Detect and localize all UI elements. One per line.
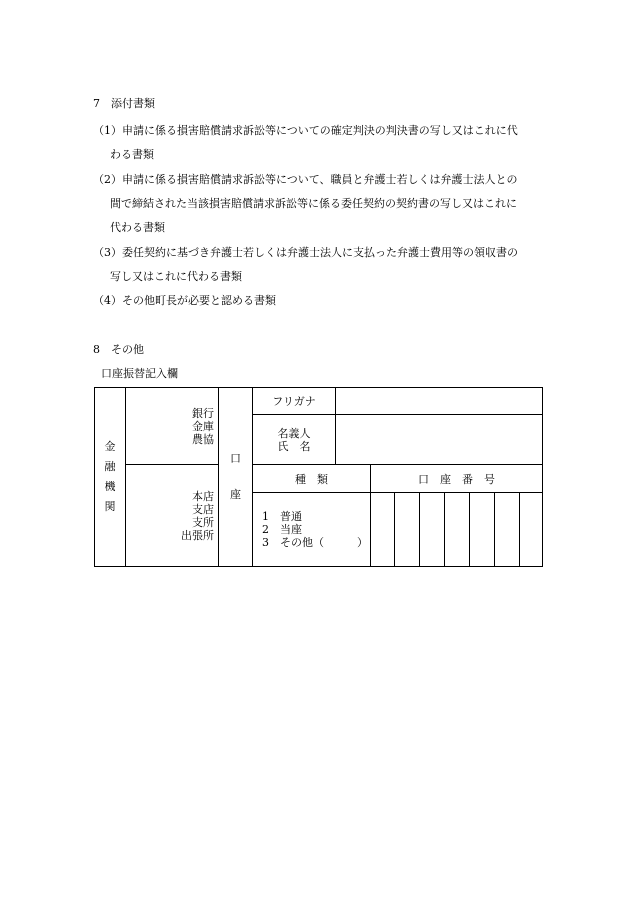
account-kind-other[interactable]: 3 その他（ ） bbox=[262, 536, 368, 549]
account-kind-options[interactable] bbox=[253, 493, 370, 566]
account-kind-header: 種 類 bbox=[295, 472, 328, 486]
account-number-digit[interactable] bbox=[420, 493, 444, 566]
account-kind-current[interactable]: 2 当座 bbox=[262, 523, 302, 536]
account-number-header: 口 座 番 号 bbox=[418, 472, 495, 486]
account-number-digit[interactable] bbox=[371, 493, 394, 566]
branch-type-office: 出張所 bbox=[181, 528, 214, 542]
furigana-label: フリガナ bbox=[272, 395, 316, 408]
attachment-item-1-line-2: わる書類 bbox=[110, 148, 154, 161]
account-transfer-form bbox=[94, 387, 543, 567]
attachment-item-4-line-1: （4）その他町長が必要と認める書類 bbox=[93, 294, 276, 307]
section-8-title: 8 その他 bbox=[93, 343, 144, 356]
section-7-title: 7 添付書類 bbox=[93, 97, 155, 110]
branch-type-head: 本店 bbox=[192, 489, 214, 503]
account-number-digit[interactable] bbox=[520, 493, 542, 566]
attachment-item-1-line-1: （1）申請に係る損害賠償請求訴訟等についての確定判決の判決書の写し又はこれに代 bbox=[93, 124, 518, 137]
account-number-digit[interactable] bbox=[495, 493, 519, 566]
bank-type-shinkin: 金庫 bbox=[192, 419, 214, 433]
account-number-digit[interactable] bbox=[445, 493, 469, 566]
financial-institution-label: 金 融 機 関 bbox=[104, 440, 116, 513]
attachment-item-2-line-3: 代わる書類 bbox=[110, 221, 165, 234]
bank-type-ja: 農協 bbox=[192, 432, 214, 446]
branch-type-branch: 支店 bbox=[192, 502, 214, 516]
bank-type-cell[interactable] bbox=[126, 388, 218, 464]
attachment-item-3-line-2: 写し又はこれに代わる書類 bbox=[110, 270, 242, 283]
account-holder-input[interactable] bbox=[336, 415, 542, 464]
branch-type-cell[interactable] bbox=[126, 465, 218, 566]
account-kind-ordinary[interactable]: 1 普通 bbox=[262, 510, 302, 523]
account-number-digit[interactable] bbox=[470, 493, 494, 566]
bank-type-bank: 銀行 bbox=[192, 406, 214, 420]
account-transfer-title: 口座振替記入欄 bbox=[101, 367, 178, 380]
attachment-item-2-line-2: 間で締結された当該損害賠償請求訴訟等に係る委任契約の契約書の写し又はこれに bbox=[110, 197, 517, 210]
attachment-item-3-line-1: （3）委任契約に基づき弁護士若しくは弁護士法人に支払った弁護士費用等の領収書の bbox=[93, 246, 518, 259]
attachment-item-2-line-1: （2）申請に係る損害賠償請求訴訟等について、職員と弁護士若しくは弁護士法人との bbox=[93, 173, 518, 186]
account-holder-label: 名義人 氏 名 bbox=[277, 426, 311, 453]
account-number-digit[interactable] bbox=[395, 493, 419, 566]
furigana-input[interactable] bbox=[336, 388, 542, 414]
account-label: 口 座 bbox=[230, 452, 241, 501]
branch-type-sub: 支所 bbox=[192, 515, 214, 529]
